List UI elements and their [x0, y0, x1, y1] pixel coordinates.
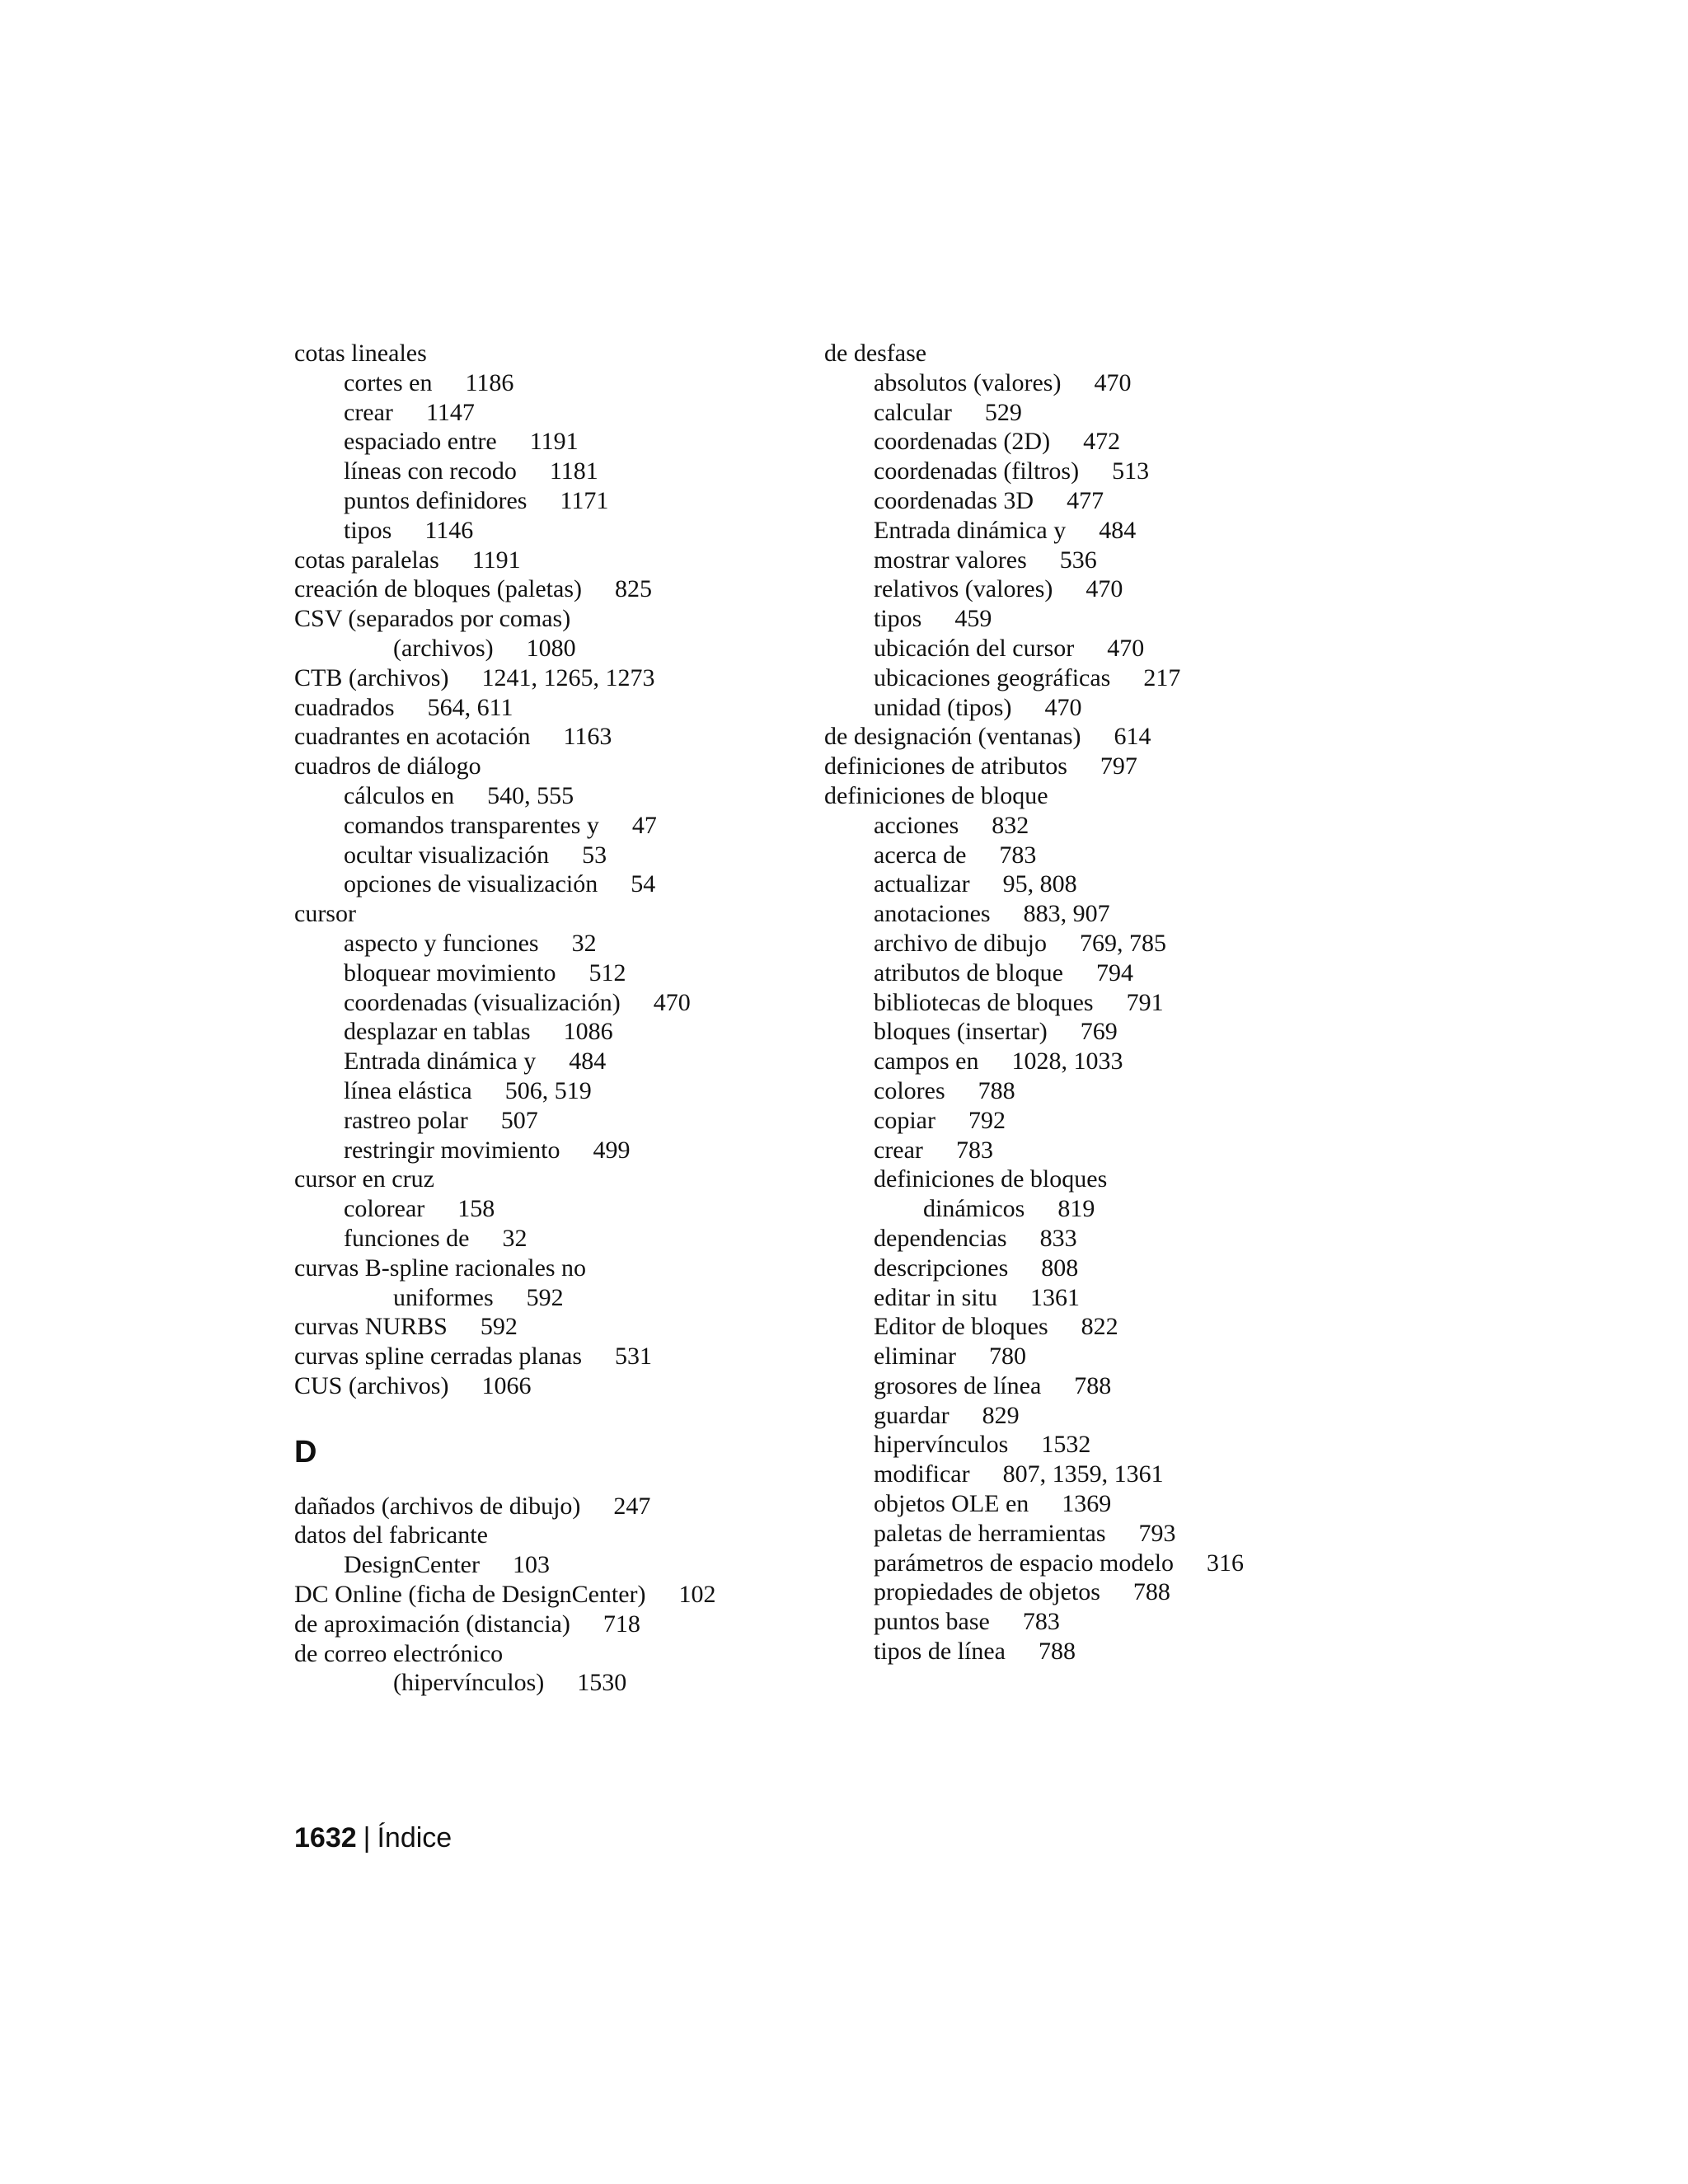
- index-page-refs: 769, 785: [1079, 929, 1166, 957]
- index-page-refs: 499: [593, 1136, 631, 1164]
- index-term: ubicaciones geográficas: [874, 663, 1111, 691]
- index-term: uniformes: [393, 1283, 494, 1311]
- index-term: ubicación del cursor: [874, 634, 1075, 662]
- index-term: coordenadas (2D): [874, 428, 1051, 456]
- index-page-refs: 506, 519: [504, 1076, 592, 1104]
- index-page-refs: 531: [615, 1343, 653, 1371]
- index-page-refs: 472: [1083, 428, 1121, 456]
- index-term: cotas paralelas: [294, 546, 439, 574]
- index-page-refs: 47: [631, 811, 657, 839]
- index-entry: [824, 929, 1352, 958]
- index-entry: [824, 339, 1352, 368]
- index-entry: [824, 574, 1352, 604]
- index-page-refs: 1086: [563, 1018, 613, 1046]
- index-entry: [824, 634, 1352, 663]
- index-entry: [294, 1312, 805, 1342]
- index-entry: [294, 722, 805, 752]
- index-term: eliminar: [874, 1343, 956, 1371]
- index-term: (hipervínculos): [393, 1669, 545, 1697]
- index-term: DC Online (ficha de DesignCenter): [294, 1581, 646, 1609]
- index-page-refs: 788: [1132, 1578, 1170, 1606]
- index-term: restringir movimiento: [344, 1136, 560, 1164]
- index-entry: [294, 486, 805, 516]
- index-term: dependencias: [874, 1224, 1007, 1252]
- index-page-refs: 102: [678, 1581, 716, 1609]
- index-page-refs: 718: [603, 1610, 640, 1638]
- index-entry: [824, 1017, 1352, 1047]
- index-page-refs: 53: [582, 841, 607, 869]
- index-page-refs: 484: [569, 1047, 607, 1076]
- index-term: copiar: [874, 1106, 935, 1134]
- index-entry: [824, 1224, 1352, 1254]
- index-term: actualizar: [874, 870, 970, 898]
- index-term: guardar: [874, 1401, 950, 1429]
- index-entry: [294, 1194, 805, 1224]
- index-page-refs: 564, 611: [427, 693, 513, 721]
- index-column-right: [824, 339, 1352, 1666]
- index-entry: [824, 781, 1352, 811]
- index-entry: [824, 958, 1352, 988]
- index-page-refs: 788: [1038, 1638, 1076, 1666]
- index-entry: [294, 546, 805, 575]
- index-page-refs: 788: [1074, 1371, 1112, 1399]
- index-entry: [294, 398, 805, 428]
- index-term: líneas con recodo: [344, 457, 517, 485]
- index-page-refs: 513: [1112, 457, 1150, 485]
- index-entry: [294, 781, 805, 811]
- index-entry: [294, 1106, 805, 1136]
- index-entry: [294, 516, 805, 546]
- index-entry: [294, 368, 805, 398]
- index-page-refs: 484: [1099, 516, 1137, 544]
- index-entry: [824, 457, 1352, 486]
- index-entry: [824, 752, 1352, 781]
- index-entry: [294, 427, 805, 457]
- index-page-refs: 507: [500, 1106, 538, 1134]
- index-page-refs: 788: [978, 1076, 1015, 1104]
- footer-separator: |: [363, 1822, 371, 1854]
- index-term: acciones: [874, 811, 959, 839]
- index-term: creación de bloques (paletas): [294, 575, 582, 603]
- index-term: bloques (insertar): [874, 1018, 1048, 1046]
- index-entry: [294, 1580, 805, 1610]
- index-entry: [294, 604, 805, 634]
- index-page-refs: 247: [613, 1492, 651, 1520]
- index-group-d: [294, 1492, 805, 1699]
- index-group-c: [294, 339, 805, 1401]
- index-entry: [294, 1283, 805, 1313]
- page-number: 1632: [294, 1822, 357, 1854]
- index-term: parámetros de espacio modelo: [874, 1549, 1175, 1577]
- index-page-refs: 783: [999, 841, 1037, 869]
- index-entry: [824, 1312, 1352, 1342]
- index-entry: [824, 1460, 1352, 1489]
- index-page-refs: 470: [1044, 693, 1082, 721]
- index-page-refs: 540, 555: [487, 781, 574, 809]
- index-entry: [294, 752, 805, 781]
- index-term: dañados (archivos de dibujo): [294, 1492, 581, 1520]
- index-page-refs: 1066: [481, 1371, 532, 1399]
- index-page-refs: 791: [1126, 988, 1164, 1016]
- index-term: calcular: [874, 398, 952, 426]
- index-entry: [824, 1430, 1352, 1460]
- index-term: colores: [874, 1076, 945, 1104]
- index-term: aspecto y funciones: [344, 929, 539, 957]
- index-page-refs: 1191: [471, 546, 521, 574]
- index-page-refs: 529: [984, 398, 1022, 426]
- index-entry: [294, 1371, 805, 1401]
- index-term: coordenadas (filtros): [874, 457, 1080, 485]
- index-term: CUS (archivos): [294, 1371, 449, 1399]
- index-page-refs: 1080: [526, 634, 576, 662]
- index-entry: [294, 1521, 805, 1550]
- index-term: tipos: [874, 605, 922, 633]
- index-term: Editor de bloques: [874, 1313, 1048, 1341]
- index-entry: [294, 457, 805, 486]
- index-page-refs: 793: [1138, 1519, 1176, 1547]
- index-term: definiciones de bloque: [824, 781, 1048, 809]
- index-term: cursor: [294, 900, 356, 928]
- section-heading-d: D: [294, 1434, 317, 1469]
- index-page-refs: 829: [982, 1401, 1020, 1429]
- index-page-refs: 1163: [563, 723, 612, 751]
- index-entry: [824, 663, 1352, 693]
- index-term: de correo electrónico: [294, 1639, 504, 1667]
- index-term: puntos definidores: [344, 486, 528, 514]
- index-entry: [824, 841, 1352, 870]
- index-entry: [294, 1224, 805, 1254]
- index-page-refs: 832: [992, 811, 1029, 839]
- index-entry: [294, 1342, 805, 1371]
- footer-section-title: Índice: [377, 1822, 452, 1854]
- index-term: acerca de: [874, 841, 967, 869]
- index-entry: [294, 339, 805, 368]
- index-term: colorear: [344, 1195, 425, 1223]
- index-entry: [824, 1577, 1352, 1607]
- index-entry: [824, 1401, 1352, 1431]
- index-entry: [824, 516, 1352, 546]
- index-page-refs: 1369: [1062, 1490, 1112, 1518]
- index-term: funciones de: [344, 1224, 470, 1252]
- index-term: campos en: [874, 1047, 979, 1076]
- index-term: CTB (archivos): [294, 663, 449, 691]
- index-entry: [824, 1549, 1352, 1578]
- index-page-refs: 807, 1359, 1361: [1002, 1460, 1164, 1488]
- index-term: cálculos en: [344, 781, 455, 809]
- index-entry: [294, 1550, 805, 1580]
- index-page-refs: 819: [1057, 1195, 1095, 1223]
- index-entry: [824, 899, 1352, 929]
- index-entry: [824, 1106, 1352, 1136]
- index-page-refs: 792: [968, 1106, 1006, 1134]
- index-page-refs: 797: [1100, 752, 1137, 780]
- index-entry: [294, 1610, 805, 1639]
- index-page-refs: 103: [512, 1551, 550, 1579]
- index-term: bloquear movimiento: [344, 958, 556, 987]
- index-page-refs: 592: [526, 1283, 564, 1311]
- index-entry: [294, 1136, 805, 1165]
- index-entry: [294, 1047, 805, 1076]
- index-page-refs: 217: [1143, 663, 1181, 691]
- index-entry: [294, 1639, 805, 1669]
- index-page-refs: 1181: [549, 457, 598, 485]
- index-term: bibliotecas de bloques: [874, 988, 1094, 1016]
- index-entry: [294, 574, 805, 604]
- index-page-refs: 783: [1022, 1608, 1060, 1636]
- index-entry: [294, 899, 805, 929]
- index-column-left: [294, 339, 805, 1698]
- index-term: de aproximación (distancia): [294, 1610, 570, 1638]
- index-term: coordenadas (visualización): [344, 988, 621, 1016]
- index-page-refs: 1532: [1041, 1431, 1091, 1459]
- index-term: CSV (separados por comas): [294, 605, 571, 633]
- page-footer: [294, 1821, 452, 1854]
- index-page-refs: 780: [988, 1343, 1026, 1371]
- index-term: línea elástica: [344, 1076, 472, 1104]
- index-term: cursor en cruz: [294, 1165, 434, 1193]
- index-page-refs: 614: [1114, 723, 1151, 751]
- index-term: propiedades de objetos: [874, 1578, 1100, 1606]
- index-entry: [294, 841, 805, 870]
- index-page-refs: 592: [480, 1313, 518, 1341]
- index-term: crear: [874, 1136, 923, 1164]
- index-entry: [824, 1489, 1352, 1519]
- index-entry: [294, 929, 805, 958]
- index-entry: [294, 1017, 805, 1047]
- index-page-refs: 783: [955, 1136, 993, 1164]
- index-page-refs: 470: [653, 988, 691, 1016]
- index-term: unidad (tipos): [874, 693, 1012, 721]
- index-page-refs: 470: [1107, 634, 1145, 662]
- index-entry: [294, 988, 805, 1018]
- index-page-refs: 794: [1095, 958, 1133, 987]
- index-term: dinámicos: [923, 1195, 1025, 1223]
- index-page-refs: 883, 907: [1023, 900, 1110, 928]
- index-term: ocultar visualización: [344, 841, 550, 869]
- index-entry: [824, 1076, 1352, 1106]
- index-term: coordenadas 3D: [874, 486, 1034, 514]
- index-page-refs: 822: [1081, 1313, 1118, 1341]
- index-page-refs: 1171: [560, 486, 609, 514]
- index-term: curvas NURBS: [294, 1313, 448, 1341]
- index-entry: [294, 1254, 805, 1283]
- index-page-refs: 158: [457, 1195, 495, 1223]
- index-entry: [824, 1607, 1352, 1637]
- index-entry: [824, 869, 1352, 899]
- index-page-refs: 95, 808: [1002, 870, 1077, 898]
- index-term: cotas lineales: [294, 340, 427, 367]
- index-page-refs: 1146: [424, 516, 474, 544]
- index-term: de designación (ventanas): [824, 723, 1081, 751]
- index-term: Entrada dinámica y: [344, 1047, 537, 1076]
- index-entry: [824, 1254, 1352, 1283]
- index-page-refs: 477: [1067, 486, 1104, 514]
- index-page-refs: 1191: [529, 428, 579, 456]
- index-entry: [824, 604, 1352, 634]
- index-entry: [824, 1519, 1352, 1549]
- index-term: cuadrantes en acotación: [294, 723, 531, 751]
- index-term: definiciones de atributos: [824, 752, 1067, 780]
- index-page-refs: 769: [1080, 1018, 1118, 1046]
- index-term: objetos OLE en: [874, 1490, 1029, 1518]
- index-term: curvas B-spline racionales no: [294, 1254, 587, 1282]
- index-entry: [294, 958, 805, 988]
- index-term: anotaciones: [874, 900, 991, 928]
- index-entry: [294, 1668, 805, 1698]
- index-term: puntos base: [874, 1608, 990, 1636]
- index-term: cortes en: [344, 368, 433, 396]
- index-page-refs: 512: [588, 958, 626, 987]
- index-entry: [824, 368, 1352, 398]
- index-term: cuadros de diálogo: [294, 752, 481, 780]
- index-page-refs: 1361: [1029, 1283, 1080, 1311]
- index-term: modificar: [874, 1460, 970, 1488]
- index-term: de desfase: [824, 340, 927, 367]
- index-page-refs: 825: [615, 575, 652, 603]
- index-page-refs: 1147: [425, 398, 475, 426]
- index-term: absolutos (valores): [874, 368, 1062, 396]
- index-term: descripciones: [874, 1254, 1009, 1282]
- index-term: rastreo polar: [344, 1106, 468, 1134]
- index-term: paletas de herramientas: [874, 1519, 1106, 1547]
- index-term: crear: [344, 398, 393, 426]
- index-entry: [824, 546, 1352, 575]
- index-page-refs: 459: [954, 605, 992, 633]
- index-entry: [824, 486, 1352, 516]
- index-page-refs: 1186: [465, 368, 514, 396]
- index-term: (archivos): [393, 634, 494, 662]
- index-entry: [824, 1371, 1352, 1401]
- index-entry: [294, 1076, 805, 1106]
- index-entry: [294, 1492, 805, 1521]
- index-entry: [824, 1165, 1352, 1194]
- index-term: Entrada dinámica y: [874, 516, 1067, 544]
- index-entry: [824, 811, 1352, 841]
- index-entry: [824, 1342, 1352, 1371]
- index-term: grosores de línea: [874, 1371, 1042, 1399]
- index-entry: [294, 811, 805, 841]
- index-page-refs: 1028, 1033: [1011, 1047, 1123, 1076]
- index-entry: [824, 722, 1352, 752]
- index-page-refs: 833: [1039, 1224, 1077, 1252]
- index-page-refs: 32: [502, 1224, 528, 1252]
- index-entry: [294, 663, 805, 693]
- index-page-refs: 808: [1041, 1254, 1079, 1282]
- index-page-refs: 316: [1207, 1549, 1245, 1577]
- index-term: curvas spline cerradas planas: [294, 1343, 583, 1371]
- index-term: espaciado entre: [344, 428, 497, 456]
- index-term: desplazar en tablas: [344, 1018, 531, 1046]
- index-term: datos del fabricante: [294, 1521, 488, 1549]
- index-entry: [824, 1637, 1352, 1666]
- index-term: tipos: [344, 516, 392, 544]
- index-page-refs: 470: [1094, 368, 1132, 396]
- index-entry: [294, 869, 805, 899]
- index-entry: [824, 1047, 1352, 1076]
- index-entry: [294, 693, 805, 723]
- index-entry: [824, 427, 1352, 457]
- index-term: opciones de visualización: [344, 870, 598, 898]
- index-page-refs: 1530: [577, 1669, 627, 1697]
- index-term: tipos de línea: [874, 1638, 1006, 1666]
- index-term: atributos de bloque: [874, 958, 1063, 987]
- index-page-refs: 32: [571, 929, 597, 957]
- index-entry: [824, 1194, 1352, 1224]
- index-term: comandos transparentes y: [344, 811, 599, 839]
- index-entry: [824, 1283, 1352, 1313]
- index-entry: [824, 1136, 1352, 1165]
- index-term: archivo de dibujo: [874, 929, 1047, 957]
- index-term: DesignCenter: [344, 1551, 480, 1579]
- index-entry: [824, 398, 1352, 428]
- index-term: relativos (valores): [874, 575, 1053, 603]
- index-term: definiciones de bloques: [874, 1165, 1108, 1193]
- index-page-refs: 54: [631, 870, 656, 898]
- index-term: hipervínculos: [874, 1431, 1009, 1459]
- index-page-refs: 1241, 1265, 1273: [481, 663, 655, 691]
- index-entry: [824, 988, 1352, 1018]
- index-entry: [294, 634, 805, 663]
- index-page-refs: 470: [1085, 575, 1123, 603]
- index-page-refs: 536: [1059, 546, 1097, 574]
- index-term: cuadrados: [294, 693, 395, 721]
- index-group-de: [824, 339, 1352, 1666]
- index-term: mostrar valores: [874, 546, 1027, 574]
- index-term: editar in situ: [874, 1283, 997, 1311]
- index-entry: [294, 1165, 805, 1194]
- index-entry: [824, 693, 1352, 723]
